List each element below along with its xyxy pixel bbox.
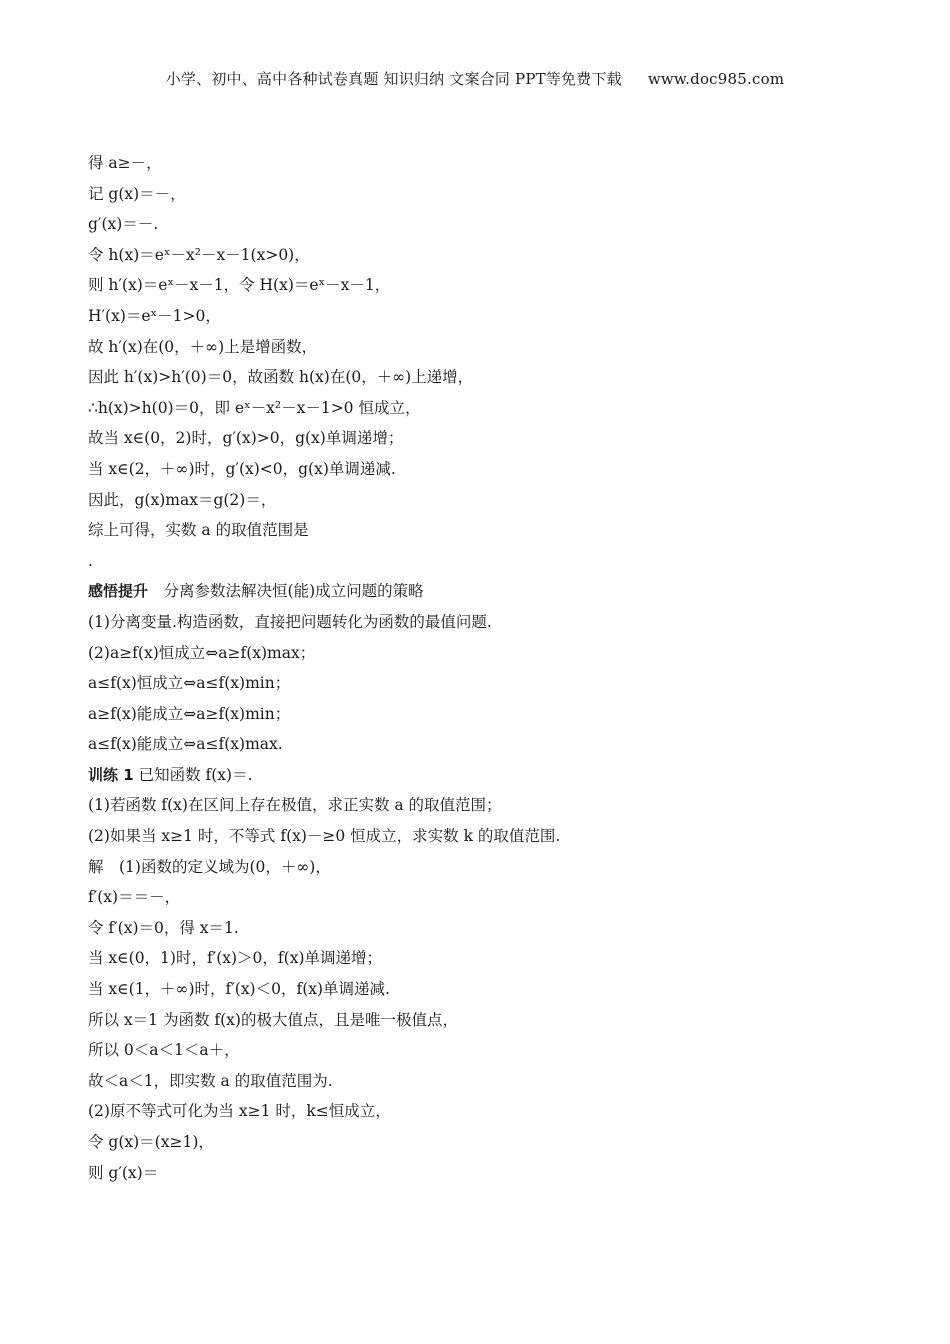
section-heading: 感悟提升 分离参数法解决恒(能)成立问题的策略 — [88, 582, 424, 601]
text-line: 所以 x＝1 为函数 f(x)的极大值点，且是唯一极值点， — [88, 1010, 458, 1029]
text-line: 则 h′(x)＝eˣ－x－1，令 H(x)＝eˣ－x－1， — [88, 276, 391, 295]
header-url: www.doc985.com — [647, 70, 785, 88]
text-line: 因此，g(x)max＝g(2)＝， — [88, 490, 277, 509]
text-line: H′(x)＝eˣ－1>0， — [88, 306, 221, 325]
text-line: 故 h′(x)在(0，＋∞)上是增函数， — [88, 337, 318, 356]
text-line: (2)原不等式可化为当 x≥1 时，k≤恒成立， — [88, 1102, 391, 1121]
text-line: 因此 h′(x)>h′(0)＝0，故函数 h(x)在(0，＋∞)上递增， — [88, 368, 474, 387]
text-line: 令 h(x)＝eˣ－x²－x－1(x>0)， — [88, 245, 310, 264]
text-line: (1)分离变量.构造函数，直接把问题转化为函数的最值问题. — [88, 612, 492, 631]
text-line: a≤f(x)恒成立⇔a≤f(x)min； — [88, 674, 291, 693]
text-line: g′(x)＝－. — [88, 215, 159, 234]
text-line: (2)如果当 x≥1 时，不等式 f(x)－≥0 恒成立，求实数 k 的取值范围. — [88, 827, 561, 846]
text-line: 令 f′(x)＝0，得 x＝1. — [88, 918, 239, 937]
text-line: 故当 x∈(0，2)时，g′(x)>0，g(x)单调递增； — [88, 429, 404, 448]
text-line: a≥f(x)能成立⇔a≥f(x)min； — [88, 704, 291, 723]
header-text: 小学、初中、高中各种试卷真题 知识归纳 文案合同 PPT等免费下载 — [165, 70, 622, 88]
solution-start: 解 (1)函数的定义域为(0，＋∞)， — [88, 857, 331, 876]
text-line: 当 x∈(2，＋∞)时，g′(x)<0，g(x)单调递减. — [88, 459, 396, 478]
text-line: 综上可得，实数 a 的取值范围是 — [88, 521, 309, 540]
text-line: 当 x∈(0，1)时，f′(x)＞0，f(x)单调递增； — [88, 949, 382, 968]
text-line: . — [88, 551, 93, 570]
text-line: 得 a≥－， — [88, 154, 162, 172]
text-line: 则 g′(x)＝ — [88, 1163, 159, 1182]
page-header — [0, 68, 950, 89]
text-line: (1)若函数 f(x)在区间上存在极值，求正实数 a 的取值范围； — [88, 796, 502, 815]
text-line: ∴h(x)>h(0)＝0，即 eˣ－x²－x－1>0 恒成立， — [88, 398, 421, 417]
text-line: (2)a≥f(x)恒成立⇔a≥f(x)max； — [88, 643, 316, 662]
document-body — [88, 148, 888, 1188]
text-line: 记 g(x)＝－， — [88, 184, 186, 203]
bold-label: 感悟提升 — [88, 582, 149, 601]
text-line: 令 g(x)＝(x≥1)， — [88, 1133, 214, 1151]
text-line: 所以 0＜a＜1＜a＋， — [88, 1041, 240, 1060]
text-line: f′(x)＝＝－， — [88, 888, 181, 907]
text-line: a≤f(x)能成立⇔a≤f(x)max. — [88, 735, 283, 754]
exercise-heading: 训练 1 已知函数 f(x)＝. — [88, 765, 253, 784]
text-line: 当 x∈(1，＋∞)时，f′(x)＜0，f(x)单调递减. — [88, 980, 390, 999]
bold-label: 训练 1 — [88, 765, 134, 784]
text-line: 故＜a＜1，即实数 a 的取值范围为. — [88, 1071, 333, 1090]
